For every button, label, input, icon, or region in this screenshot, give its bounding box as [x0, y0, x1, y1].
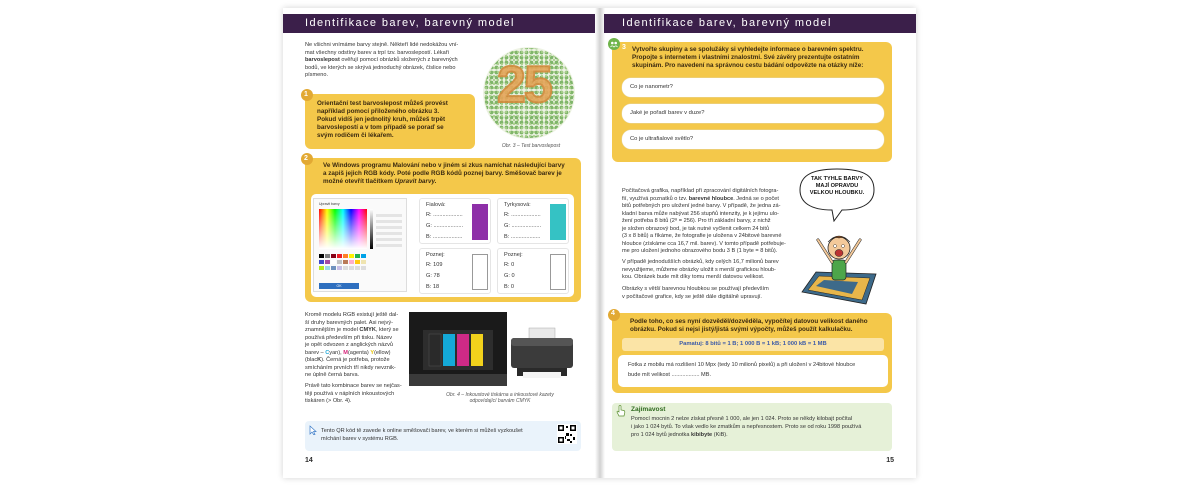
body-line: Obrázky s větší barevnou hloubkou se používají především	[622, 286, 769, 292]
task-1-line: barvoslepostí a v tom případě se poraď se	[317, 124, 444, 131]
body-line: bitů potřebných pro uložení jedné barvy. V případě, že jedna zá-	[622, 203, 781, 209]
cmyk-line: Právě tato kombinace barev se nejčas-	[305, 383, 402, 389]
rgb-g-value: G: 0	[504, 273, 515, 279]
color-swatch-turquoise	[550, 204, 566, 240]
term-barevna-hloubka: barevné hloubce	[688, 195, 734, 202]
task-2-number: 2	[304, 155, 308, 162]
body-line-rest: . Jedná se o počet	[733, 195, 779, 202]
poznej-title: Poznej:	[504, 252, 523, 258]
intro-line: Ne všichni vnímáme barvy stejně. Někteří lidé nedokážou vní-	[305, 42, 459, 48]
cmyk-line-start: barev –	[305, 349, 326, 356]
cartoon-boy-on-carpet	[796, 222, 880, 312]
rgb-g-value: G: 78	[426, 273, 440, 279]
intro-line: mat všechny odstíny barev a trpí tzv. barvoslepostí. Lékaři	[305, 49, 449, 56]
fun-fact-line-start: pro 1 024 bytů jednotka	[631, 432, 692, 438]
letter-yellow: Y	[370, 349, 375, 356]
answer-blank: ...................	[511, 212, 541, 218]
qr-hint-line: Tento QR kód tě zavede k online směšovači barev, ve kterém si můžeš vyzkoušet	[321, 428, 523, 434]
page-number-right: 15	[886, 457, 894, 464]
task-2-button-name: Upravit barvy.	[394, 178, 437, 185]
answer-blank: ...................	[433, 223, 463, 229]
brightness-slider	[370, 209, 373, 249]
task-4-question-card	[618, 355, 888, 387]
answer-swatch-empty	[472, 254, 488, 290]
task-3-box	[612, 42, 892, 162]
cursor-icon	[309, 425, 317, 435]
color-fialova-card	[419, 198, 491, 244]
term-cmyk: CMYK	[359, 327, 376, 333]
color-tyrkysova-title: Tyrkysová:	[504, 202, 531, 208]
question-field[interactable]: Jaké je pořadí barev v duze?	[622, 104, 884, 123]
color-spectrum	[319, 209, 367, 249]
body-line: žení potřeba 8 bitů (2⁸ = 256). Pro tři základní barvy, z nichž	[622, 218, 771, 224]
task-3-questions	[622, 78, 884, 158]
answer-blank: ...................	[432, 234, 463, 240]
cmyk-line-rest: ). Černá je potřeba, protože	[321, 357, 390, 363]
body-line: nevyužijeme, můžeme obrázky uložit s menší grafickou hloub-	[622, 266, 776, 273]
task-1-line: Pokud vidíš jen jednolitý kruh, můžeš trpět	[317, 116, 446, 123]
hand-pointer-icon	[616, 405, 626, 417]
task-1-line: Orientační test barvoslepost můžeš provést	[317, 100, 448, 107]
speech-line: MAJÍ OPRAVDU	[815, 183, 859, 189]
rgb-b-value: B: 0	[504, 284, 514, 290]
cmyk-line: ší druhy barevných palet. Asi nejvý-	[305, 319, 393, 326]
intro-line: bodů, ve kterých se skrývá jednoduchý obrázek, číslice nebo	[305, 64, 456, 71]
left-page-header: Identifikace barev, barevný model	[283, 14, 595, 33]
task-2-line: a zapiš jejich RGB kódy. Poté podle RGB kódů poznej barvy. Směšovač barev je	[323, 170, 562, 177]
task-4-line: Podle toho, co ses nyní dozvěděl/dozvěděla, vypočítej datovou velikost daného	[630, 318, 868, 325]
printer-caption	[421, 392, 579, 404]
rgb-row	[426, 223, 463, 230]
body-line: kou. Obrázek bude mít díky tomu menší datovou velikost.	[622, 274, 765, 280]
cmyk-word: yan),	[329, 349, 344, 356]
fun-fact-line	[631, 432, 728, 439]
cmyk-word: (agenta)	[347, 349, 371, 356]
left-page	[283, 8, 599, 478]
fun-fact-line: Pomocí mocnin 2 nelze získat přesně 1 000, ale jen 1 024. Proto se někdy kilobajt počítal	[631, 416, 853, 422]
cmyk-word: (ellow)	[374, 349, 391, 356]
speech-line: TAK TYHLE BARVY	[810, 176, 863, 182]
qr-code[interactable]	[557, 424, 577, 444]
fun-fact-line: i jako 1 024 bytů. To však vedlo ke zmatkům a nepřesnostem. Proto se od roku 1998 používá	[631, 424, 862, 430]
body-line	[622, 196, 779, 203]
rgb-r-value: R: 109	[426, 262, 443, 268]
term-barvoslepost: barvoslepost	[305, 57, 340, 63]
task-2-line-start: možné otevřít tlačítkem	[323, 178, 395, 185]
cmyk-line-rest: , který se	[375, 327, 399, 333]
rgb-row	[426, 234, 462, 241]
mixer-ok-button: OK	[319, 283, 359, 289]
cmyk-line: používá především při tisku. Název	[305, 334, 393, 341]
task-3-line: skupinám. Pro navedení na správnou cestu bádání odpovězte na otázky níže:	[632, 62, 864, 69]
task-4-answer-line[interactable]: bude mít velikost .................. MB.	[628, 372, 711, 378]
rgb-r-label: R:	[426, 212, 432, 218]
textbook-spread	[283, 8, 916, 478]
task-2-line: Ve Windows programu Malování nebo v jiném si zkus namíchat následující barvy	[323, 162, 565, 169]
color-swatches	[319, 254, 371, 280]
cmyk-line: je opět odvozen z anglických názvů	[305, 342, 394, 348]
body-line: Počítačová grafika, například při zpracování digitálních fotogra-	[622, 188, 779, 194]
book-gutter	[595, 8, 605, 478]
printer-caption-line: Obr. 4 – Inkoustové tiskárna a inkoustové kazety	[446, 392, 554, 398]
ink-cartridges-photo	[409, 312, 507, 386]
fun-fact-box	[612, 403, 892, 451]
task-1-number: 1	[304, 91, 308, 98]
rgb-g-label: G:	[504, 223, 510, 229]
color-fialova-title: Fialová:	[426, 202, 446, 208]
color-swatch-purple	[472, 204, 488, 240]
letter-magenta: M	[343, 349, 348, 356]
plate-number: 25	[497, 56, 551, 114]
task-4-question-line: Fotka z mobilu má rozlišení 10 Mpx (tedy 10 milionů pixelů) a při uložení v 24bitové hloubce	[628, 362, 856, 368]
right-page	[600, 8, 916, 478]
cmyk-line: tiskáren (> Obr. 4).	[305, 398, 352, 404]
body-line: v počítačové grafice, kdy se ještě dále digitálně upravují.	[622, 293, 762, 300]
task-3-line: Vytvořte skupiny a se spolužáky si vyhledejte informace o barevném spektru.	[632, 46, 864, 53]
rgb-b-label: B:	[426, 234, 432, 240]
answer-blank: ...................	[433, 212, 463, 218]
body-line: je složen obrazový bod, je tak nutné vyčlenit celkem 24 bitů	[622, 225, 770, 232]
group-work-icon	[608, 38, 620, 50]
body-line-start: fií, využívá poznatků o tzv.	[622, 195, 689, 202]
poznej-card-1	[419, 248, 491, 294]
rgb-row	[504, 223, 541, 230]
rgb-b-label: B:	[504, 234, 510, 240]
cmyk-word: (blac	[305, 357, 318, 363]
intro-line-rest: ověřují pomocí obrázků složených z barevných	[339, 57, 458, 63]
color-tyrkysova-card	[497, 198, 569, 244]
poznej-title: Poznej:	[426, 252, 445, 258]
color-mixer-dialog	[313, 198, 407, 292]
qr-hint-box	[305, 421, 581, 451]
question-field[interactable]: Co je nanometr?	[622, 78, 884, 97]
letter-cyan: C	[325, 349, 330, 356]
rgb-r-label: R:	[504, 212, 510, 218]
rgb-r-value: R: 0	[504, 262, 515, 268]
body-line: me pro uložení jednoho obrazového bodu 3 B (1 byte = 8 bitů).	[622, 248, 778, 254]
rgb-row	[504, 234, 540, 241]
body-line: V případě jednodušších obrázků, kdy celých 16,7 milionů barev	[622, 259, 779, 265]
answer-blank: ...................	[510, 234, 541, 240]
task-2-box	[304, 155, 581, 302]
cmyk-line	[305, 350, 391, 357]
body-line: (3 x 8 bitů) a říkáme, že fotografie je uložena v 24bitové barevné	[622, 233, 782, 239]
body-line: kladní barva může nabývat 256 stupňů intenzity, je k jejímu ulo-	[622, 210, 779, 217]
speech-text	[806, 176, 868, 197]
fun-fact-title: Zajímavost	[631, 406, 666, 413]
poznej-card-2	[497, 248, 569, 294]
term-kibibyte: kibibyte	[691, 432, 713, 438]
rgb-row	[426, 212, 463, 219]
task-4-box	[611, 310, 892, 393]
answer-blank: ...................	[511, 223, 541, 229]
task-4-line: obrázku. Pokud si nejsi jistý/jistá svými výpočty, můžeš použít kalkulačku.	[630, 326, 853, 333]
cmyk-line: ne úplně černá barva.	[305, 372, 360, 378]
page-number-left: 14	[305, 457, 313, 464]
task-3-line: Propojte s internetem i vlastními znalostmi. Své závěry prezentujte ostatním	[632, 54, 860, 61]
plate-caption: Obr. 3 – Test barvoslepost	[501, 143, 561, 149]
cmyk-line-start: znamnějším je model	[305, 327, 360, 333]
mixer-fields	[376, 211, 402, 266]
cmyk-line	[305, 327, 399, 334]
rgb-g-label: G:	[426, 223, 432, 229]
question-field[interactable]: Co je ultrafialové světlo?	[622, 130, 884, 149]
rgb-b-value: B: 18	[426, 284, 440, 290]
task-4-number: 4	[611, 310, 615, 317]
task-1-box	[304, 91, 475, 149]
mixer-title: Upravit barvy	[319, 202, 340, 206]
rgb-row	[504, 212, 541, 219]
answer-swatch-empty	[550, 254, 566, 290]
inkjet-printer-photo	[507, 324, 577, 384]
speech-line: VELKOU HLOUBKU.	[809, 190, 865, 196]
task-2-card	[311, 194, 574, 297]
remember-formula: Pamatuj: 8 bitů = 1 B; 1 000 B = 1 kB; 1 000 kB = 1 MB	[622, 338, 884, 351]
task-1-line: například pomocí přiloženého obrázku 3.	[317, 108, 440, 115]
intro-line	[305, 57, 458, 64]
cmyk-line: smícháním prvních tří nikdy nevznik-	[305, 364, 396, 371]
body-line: hloubce (získáme cca 16,7 mil. barev). V tomto případě potřebuje-	[622, 240, 786, 247]
cmyk-line: Kromě modelu RGB existují ještě dal-	[305, 312, 399, 318]
intro-line: písmeno.	[305, 72, 329, 78]
task-2-line	[323, 178, 437, 186]
letter-black: K	[317, 357, 322, 363]
right-page-header: Identifikace barev, barevný model	[604, 14, 916, 33]
cmyk-line	[305, 357, 390, 364]
qr-hint-line: míchání barev v systému RGB.	[321, 435, 399, 442]
cmyk-line: těji používá v náplních inkoustových	[305, 390, 395, 397]
task-3-number: 3	[622, 44, 626, 51]
fun-fact-line-rest: (KiB).	[712, 432, 728, 438]
printer-caption-line: odpovídající barvám CMYK	[469, 398, 531, 404]
task-1-line: svým rodičem či lékařem.	[317, 132, 394, 139]
